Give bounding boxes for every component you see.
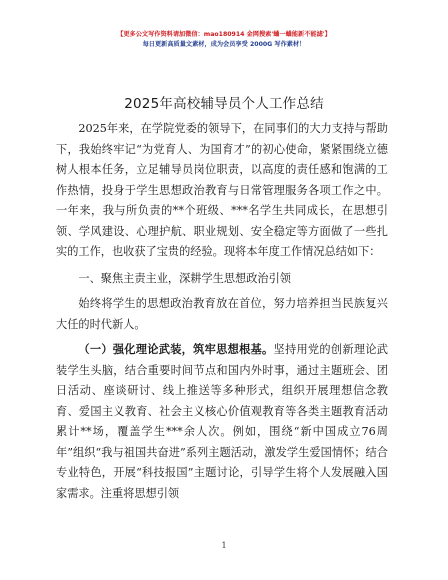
subsection-1-paragraph [56, 339, 388, 504]
section-1-heading: 一、聚焦主责主业，深耕学生思想政治引领 [78, 271, 291, 285]
page-number: 1 [221, 541, 227, 550]
subsection-1-text: 坚持用党的创新理论武装学生头脑，结合重要时间节点和国内外时事，通过主题班会、团日活动、座谈研讨、线上推送等多种形式，组织开展理想信念教育、爱国主义教育、社会主义核心价值观教育等各类主题教育活动累计**场，覆盖学生***余人次。例如，围绕“新中国成立76周年”组织“我与祖国共奋进”系列主题活动，激发学生爱国情怀；结合专业特色，开展“科技报国”主题讨论，引导学生将个人发展融入国家需求。注重将思想引领 [56, 343, 388, 500]
promo-banner [0, 30, 448, 50]
document-body [56, 119, 388, 508]
document-title: 2025年高校辅导员个人工作总结 [124, 96, 324, 112]
promo-banner-line-1: 【更多公文写作资料请加微信：mao180914 金网搜索'蛐一蛐能新不能滤'】 [117, 31, 331, 38]
intro-paragraph: 2025年来，在学院党委的领导下，在同事们的大力支持与帮助下，我始终牢记“为党育人、为国育才”的初心使命，紧紧围绕立德树人根本任务，立足辅导员岗位职责，以高度的责任感和饱满的工作热情，投身于学生思想政治教育与日常管理服务各项工作之中。一年来，我与所负责的**个班级、***名学生共同成长，在思想引领、学风建设、心理护航、职业规划、安全稳定等方面做了一些扎实的工作，也收获了宝贵的经验。现将本年度工作情况总结如下： [56, 122, 388, 258]
section-1-paragraph: 始终将学生的思想政治教育放在首位，努力培养担当民族复兴大任的时代新人。 [56, 297, 388, 331]
promo-banner-line-2: 每日更新高质量文素材，成为会员享受 2000G 写作素材！ [142, 41, 306, 48]
subsection-1-heading: （一）强化理论武装，筑牢思想根基。 [78, 342, 274, 356]
